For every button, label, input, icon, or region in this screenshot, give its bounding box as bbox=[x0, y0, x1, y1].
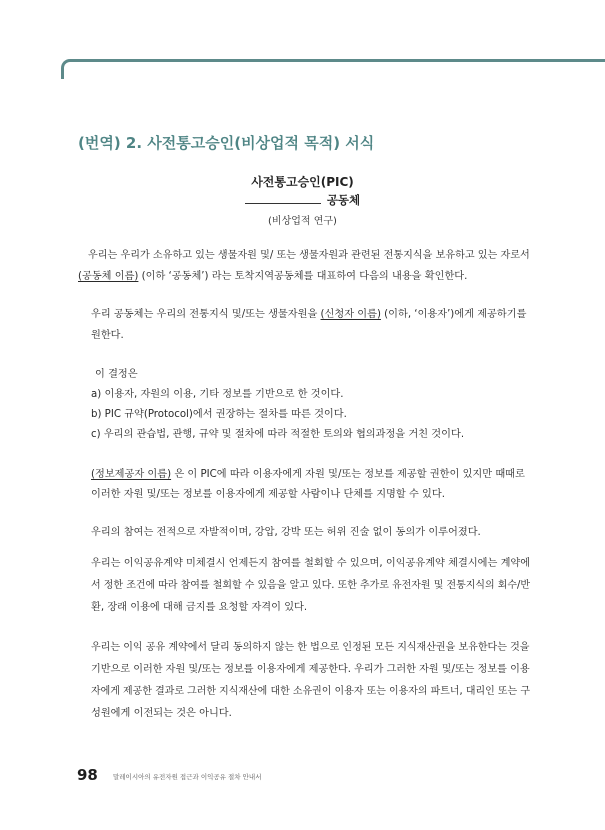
paragraph-2-line-1 bbox=[91, 304, 526, 325]
community-name-blank bbox=[245, 192, 321, 204]
page-number: 98 bbox=[77, 766, 98, 784]
paragraph-1-line-2-text: (이하 ‘공동체’) 라는 토착지역공동체를 대표하여 다음의 내용을 확인한다. bbox=[138, 271, 468, 282]
paragraph-1-line-2 bbox=[78, 266, 467, 287]
section-title: (번역) 2. 사전통고승인(비상업적 목적) 서식 bbox=[78, 134, 375, 152]
informant-name-field: (정보제공자 이름) bbox=[91, 469, 172, 480]
paragraph-3-item-b: b) PIC 규약(Protocol)에서 권장하는 절차를 따른 것이다. bbox=[91, 409, 347, 420]
paragraph-3-item-c: c) 우리의 관습법, 관행, 규약 및 절차에 따라 적절한 토의와 협의과정을 거친 것이다. bbox=[91, 429, 465, 440]
page-corner-decoration bbox=[61, 59, 605, 79]
paragraph-7-line-4: 성원에게 이전되는 것은 아니다. bbox=[91, 708, 232, 719]
form-community-line bbox=[0, 192, 605, 208]
paragraph-5-line-1: 우리의 참여는 전적으로 자발적이며, 강압, 강박 또는 허위 진술 없이 동의가 이루어졌다. bbox=[91, 527, 481, 538]
form-title: 사전통고승인(PIC) bbox=[251, 175, 354, 189]
applicant-name-field: (신청자 이름) bbox=[320, 309, 381, 320]
form-note: (비상업적 연구) bbox=[268, 216, 337, 227]
paragraph-6-line-3: 환, 장래 이용에 대해 금지를 요청할 자격이 있다. bbox=[91, 602, 308, 613]
paragraph-6-line-2: 서 정한 조건에 따라 참여를 철회할 수 있음을 알고 있다. 또한 추가로 유전자원 및 전통지식의 회수/반 bbox=[91, 580, 531, 591]
paragraph-4-line-2: 이러한 자원 및/또는 정보를 이용자에게 제공할 사람이나 단체를 지명할 수 있다. bbox=[91, 489, 445, 500]
paragraph-3-item-a: a) 이용자, 자원의 이용, 기타 정보를 기반으로 한 것이다. bbox=[91, 389, 344, 400]
paragraph-4-line-1-text: 은 이 PIC에 따라 이용자에게 자원 및/또는 정보를 제공할 권한이 있지만 때때로 bbox=[171, 469, 525, 480]
paragraph-7-line-2: 기반으로 이러한 자원 및/또는 정보를 이용자에게 제공한다. 우리가 그러한 자원 및/또는 정보를 이용 bbox=[91, 664, 530, 675]
paragraph-6-line-1: 우리는 이익공유계약 미체결시 언제든지 참여를 철회할 수 있으며, 이익공유계약 체결시에는 계약에 bbox=[91, 558, 531, 569]
paragraph-1-line-1: 우리는 우리가 소유하고 있는 생물자원 및/ 또는 생물자원과 관련된 전통지식을 보유하고 있는 자로서 bbox=[88, 250, 530, 261]
paragraph-4-line-1 bbox=[91, 464, 525, 485]
paragraph-7-line-1: 우리는 이익 공유 계약에서 달리 동의하지 않는 한 법으로 인정된 모든 지식재산권을 보유한다는 것을 bbox=[91, 642, 530, 653]
paragraph-2-pre: 우리 공동체는 우리의 전통지식 및/또는 생물자원을 bbox=[91, 309, 321, 320]
footer-guide-title: 말레이시아의 유전자원 접근과 이익공유 절차 안내서 bbox=[113, 773, 262, 781]
paragraph-2-post: (이하, ‘이용자’)에게 제공하기를 bbox=[380, 309, 527, 320]
community-label: 공동체 bbox=[326, 193, 361, 207]
paragraph-3-intro: 이 결정은 bbox=[95, 369, 138, 380]
paragraph-7-line-3: 자에게 제공한 결과로 그러한 지식재산에 대한 소유권이 이용자 또는 이용자의 파트너, 대리인 또는 구 bbox=[91, 686, 530, 697]
community-name-field: (공동체 이름) bbox=[78, 271, 139, 282]
paragraph-2-line-2: 원한다. bbox=[91, 330, 124, 341]
